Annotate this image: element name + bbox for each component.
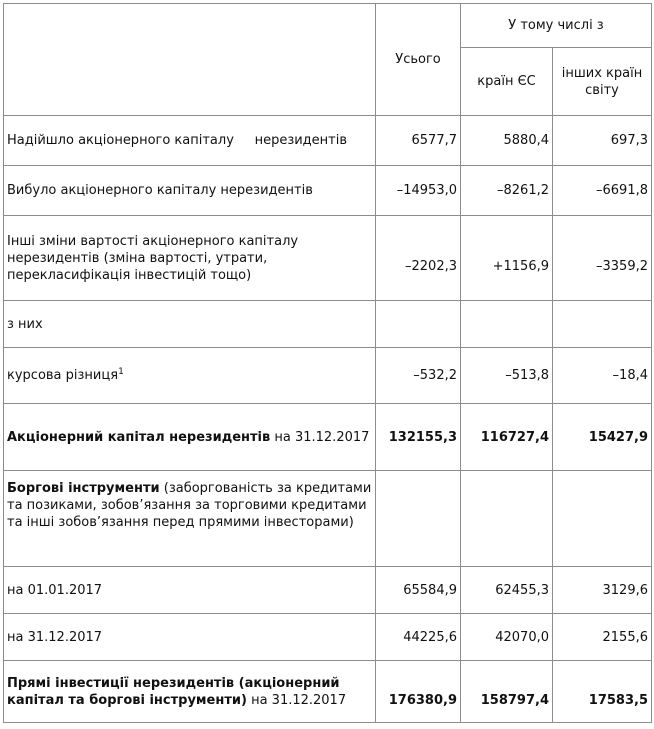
cell-other: –3359,2	[553, 216, 652, 301]
table-row	[4, 567, 652, 614]
row-label-rest: на 31.12.2017	[246, 692, 347, 708]
cell-other: 3129,6	[553, 567, 652, 614]
footnote-marker: 1	[118, 367, 124, 377]
cell-other: 2155,6	[553, 614, 652, 661]
cell-eu: –513,8	[461, 348, 553, 404]
cell-total	[376, 301, 461, 348]
header-including: У тому числі з	[461, 4, 652, 48]
cell-total	[376, 471, 461, 567]
cell-eu: –8261,2	[461, 166, 553, 216]
cell-eu: 116727,4	[461, 404, 553, 471]
header-row-1	[4, 4, 652, 48]
row-label-bold: Боргові інструменти	[7, 481, 160, 496]
table-row	[4, 216, 652, 301]
cell-other	[553, 471, 652, 567]
cell-other: 15427,9	[553, 404, 652, 471]
cell-total: 44225,6	[376, 614, 461, 661]
cell-eu	[461, 301, 553, 348]
row-label: курсова різниця	[7, 368, 119, 383]
header-other: інших країн світу	[553, 48, 652, 116]
table-row	[4, 471, 652, 567]
cell-other: –6691,8	[553, 166, 652, 216]
row-label-rest: на 31.12.2017	[270, 429, 370, 445]
cell-total: –2202,3	[376, 216, 461, 301]
table-row	[4, 166, 652, 216]
table-row	[4, 404, 652, 471]
row-label-rest: (заборгованість за кредитами та позиками, зобов’язання за торговими кредитами та інші зобов’язання перед прямими інвесторами)	[7, 481, 372, 530]
header-empty-cell	[4, 4, 376, 116]
cell-eu: 62455,3	[461, 567, 553, 614]
row-label: на 01.01.2017	[4, 567, 376, 614]
cell-eu	[461, 471, 553, 567]
table-row	[4, 614, 652, 661]
cell-total: 6577,7	[376, 116, 461, 166]
cell-total: 176380,9	[376, 661, 461, 723]
cell-total: 65584,9	[376, 567, 461, 614]
row-label: Інші зміни вартості акціонерного капіталу нерезидентів (зміна вартості, утрати, перекласифікація інвестицій тощо)	[4, 216, 376, 301]
cell-other: 17583,5	[553, 661, 652, 723]
header-total: Усього	[376, 4, 461, 116]
row-label: з них	[4, 301, 376, 348]
table-row	[4, 661, 652, 723]
row-label: Вибуло акціонерного капіталу нерезидентів	[4, 166, 376, 216]
table-row	[4, 116, 652, 166]
row-label-cell	[4, 404, 376, 471]
cell-eu: 42070,0	[461, 614, 553, 661]
cell-other: 697,3	[553, 116, 652, 166]
cell-other	[553, 301, 652, 348]
row-label-cell	[4, 471, 376, 567]
table-row	[4, 301, 652, 348]
row-label-bold: Акціонерний капітал нерезидентів	[7, 429, 271, 445]
cell-eu: 158797,4	[461, 661, 553, 723]
cell-total: –532,2	[376, 348, 461, 404]
row-label-bold: Прямі інвестиції нерезидентів (акціонерний капітал та боргові інструменти)	[7, 675, 340, 708]
investment-table	[3, 3, 652, 723]
cell-eu: 5880,4	[461, 116, 553, 166]
row-label: Надійшло акціонерного капіталу нерезидентів	[4, 116, 376, 166]
cell-total: 132155,3	[376, 404, 461, 471]
cell-other: –18,4	[553, 348, 652, 404]
header-eu: країн ЄС	[461, 48, 553, 116]
cell-total: –14953,0	[376, 166, 461, 216]
row-label-cell	[4, 348, 376, 404]
row-label-cell	[4, 661, 376, 723]
table-row	[4, 348, 652, 404]
cell-eu: +1156,9	[461, 216, 553, 301]
row-label: на 31.12.2017	[4, 614, 376, 661]
